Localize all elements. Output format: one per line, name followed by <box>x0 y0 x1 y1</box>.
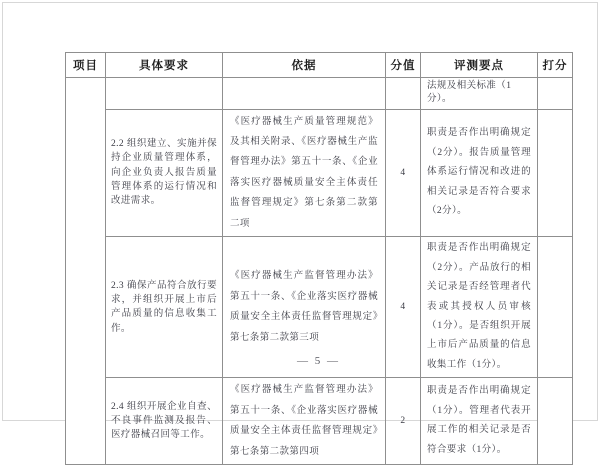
cell-score: 4 <box>386 237 421 378</box>
table-row <box>66 378 573 465</box>
cell-requirement: 2.2 组织建立、实施并保持企业质量管理体系，向企业负责人报告质量管理体系的运行情况和改进需求。 <box>106 109 223 237</box>
page-number: — 5 — <box>297 355 340 367</box>
cell-basis: 《医疗器械生产质量管理规范》及其相关附录、《医疗器械生产监督管理办法》第五十一条、《企业落实医疗器械质量安全主体责任监督管理规定》第七条第二款第二项 <box>223 109 386 237</box>
cell-points: 职责是否作出明确规定（2分）。产品放行的相关记录是否经管理者代表或其授权人员审核（1分）。是否组织开展上市后产品质量的信息收集工作（1分）。 <box>421 237 538 378</box>
cell-basis: 《医疗器械生产监督管理办法》第五十一条、《企业落实医疗器械质量安全主体责任监督管理规定》第七条第二款第三项 <box>223 237 386 378</box>
header-points: 评测要点 <box>421 53 538 78</box>
cell-rating <box>538 78 573 110</box>
cell-score <box>386 78 421 110</box>
evaluation-table <box>65 52 573 465</box>
header-basis: 依据 <box>223 53 386 78</box>
cell-basis <box>223 78 386 110</box>
cell-rating <box>538 378 573 465</box>
cell-points: 职责是否作出明确规定（1分）。管理者代表开展工作的相关记录是否符合要求（1分）。 <box>421 378 538 465</box>
header-rating: 打分 <box>538 53 573 78</box>
header-project: 项目 <box>66 53 106 78</box>
cell-score: 4 <box>386 109 421 237</box>
cell-rating <box>538 109 573 237</box>
cell-points: 法规及相关标准（1分）。 <box>421 78 538 110</box>
cell-score: 2 <box>386 378 421 465</box>
cell-requirement <box>106 78 223 110</box>
header-score: 分值 <box>386 53 421 78</box>
table-row <box>66 109 573 237</box>
cell-points: 职责是否作出明确规定（2分）。报告质量管理体系运行情况和改进的相关记录是否符合要求（2分）。 <box>421 109 538 237</box>
table-row <box>66 78 573 110</box>
cell-requirement: 2.3 确保产品符合放行要求，并组织开展上市后产品质量的信息收集工作。 <box>106 237 223 378</box>
cell-project-merged <box>66 78 106 465</box>
header-requirement: 具体要求 <box>106 53 223 78</box>
cell-basis: 《医疗器械生产监督管理办法》第五十一条、《企业落实医疗器械质量安全主体责任监督管理规定》第七条第二款第四项 <box>223 378 386 465</box>
cell-requirement: 2.4 组织开展企业自查、不良事件监测及报告、医疗器械召回等工作。 <box>106 378 223 465</box>
table-header-row <box>66 53 573 78</box>
